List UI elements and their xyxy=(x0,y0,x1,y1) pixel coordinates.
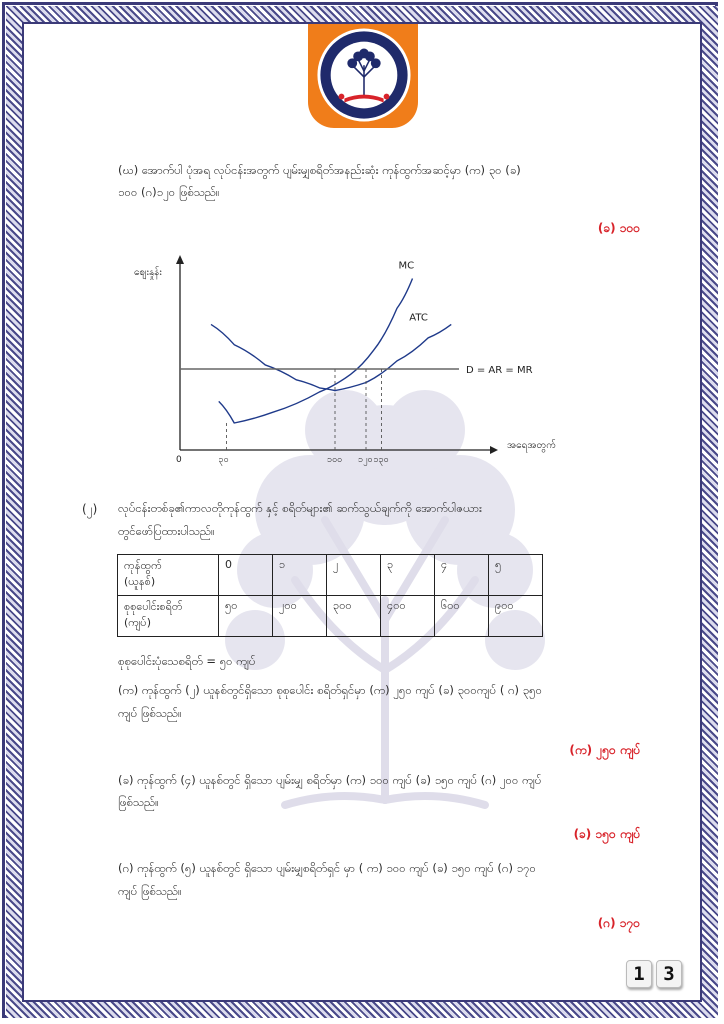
series-line-atc xyxy=(211,324,451,390)
answer-gha: (ခ) ၁၀၀ xyxy=(597,221,640,235)
table-cell: ၁ xyxy=(273,555,327,596)
cost-table xyxy=(117,554,543,637)
fixed-cost-note: စုစုပေါင်းပုံသေစရိတ် = ၅၀ ကျပ် xyxy=(118,654,256,668)
cost-curves-chart xyxy=(118,250,593,475)
page-number-digit-1: 1 xyxy=(626,960,652,988)
x-tick-label: ၃၀ xyxy=(218,455,229,465)
table-cell: ၄ xyxy=(435,555,489,596)
table-row-output xyxy=(118,555,543,596)
question-2-line2: တွင်ဖော်ပြထားပါသည်။ xyxy=(118,524,215,538)
x-tick-label: ၁၀၀ xyxy=(327,455,343,465)
origin-label: 0 xyxy=(176,455,182,465)
series-label-atc: ATC xyxy=(409,312,428,324)
question-2-line1: လုပ်ငန်းတစ်ခု၏ကာလတိုကုန်ထွက် နှင့် စရိတ်များ၏ ဆက်သွယ်ချက်ကို အောက်ပါဇယား xyxy=(118,501,482,515)
table-cell: ၅၀ xyxy=(219,596,273,637)
series-label-d-ar-mr: D = AR = MR xyxy=(466,365,533,376)
table-cell: 0 xyxy=(219,555,273,596)
x-axis-arrow xyxy=(490,446,498,454)
question-ga-line1: (ဂ) ကုန်ထွက် (၅) ယူနစ်တွင် ရှိသော ပျမ်းမျှစရိတ်ရှင် မှာ ( က) ၁၀၀ ကျပ် (ခ) ၁၅၀ ကျပ် (ဂ) ၁၇၀ xyxy=(118,861,537,875)
question-ka-line2: ကျပ် ဖြစ်သည်။ xyxy=(118,706,182,720)
answer-kha: (ခ) ၁၅၀ ကျပ် xyxy=(573,827,640,841)
question-kha-line2: ဖြစ်သည်။ xyxy=(118,795,159,809)
table-cell: ၄၀၀ xyxy=(381,596,435,637)
series-label-mc: MC xyxy=(398,260,415,272)
table-cell: ၂ xyxy=(327,555,381,596)
question-gha-line2: ၁၀၀ (ဂ)၁၂၀ ဖြစ်သည်။ xyxy=(118,185,220,199)
table-cell: ၅ xyxy=(489,555,543,596)
table-cell: ၃၀၀ xyxy=(327,596,381,637)
series-line-mc xyxy=(219,279,413,423)
table-cell: ၉၀၀ xyxy=(489,596,543,637)
y-axis-arrow xyxy=(176,255,184,264)
x-axis-label: အရေအတွက် xyxy=(507,440,557,451)
page-number-digit-2: 3 xyxy=(656,960,682,988)
x-tick-label: ၁၃၀ xyxy=(373,455,389,465)
x-tick-label: ၁၂၀ xyxy=(358,455,373,465)
y-axis-label: ဈေးနှုန်း xyxy=(134,267,162,278)
table-cell: ၂၀၀ xyxy=(273,596,327,637)
table-header-total-cost: စုစုပေါင်းစရိတ် (ကျပ်) xyxy=(118,596,219,637)
answer-ga: (ဂ) ၁၇၀ xyxy=(597,916,640,930)
question-ga-line2: ကျပ် ဖြစ်သည်။ xyxy=(118,884,182,898)
question-gha-line1: (ဃ) အောက်ပါ ပုံအရ လုပ်ငန်းအတွက် ပျမ်းမျှစရိတ်အနည်းဆုံး ကုန်ထွက်အဆင့်မှာ (က) ၃၀ (ခ) xyxy=(118,163,521,177)
question-ka-line1: (က) ကုန်ထွက် (၂) ယူနစ်တွင်ရှိသော စုစုပေါင်း စရိတ်ရှင်မှာ (က) ၂၅၀ ကျပ် (ခ) ၃၀၀ကျပ် ( ဂ) ၃၅၀ xyxy=(118,683,543,697)
table-cell: ၆၀၀ xyxy=(435,596,489,637)
question-2-number: (၂) xyxy=(82,502,98,516)
answer-ka: (က) ၂၅၀ ကျပ် xyxy=(569,743,640,757)
table-row-total-cost xyxy=(118,596,543,637)
school-logo xyxy=(315,26,413,124)
table-header-output: ကုန်ထွက် (ယူနစ်) xyxy=(118,555,219,596)
table-cell: ၃ xyxy=(381,555,435,596)
question-kha-line1: (ခ) ကုန်ထွက် (၄) ယူနစ်တွင် ရှိသော ပျမ်းမျှ စရိတ်မှာ (က) ၁၀၀ ကျပ် (ခ) ၁၅၀ ကျပ် (ဂ) ၂၀၀ ကျပ် xyxy=(118,773,542,787)
